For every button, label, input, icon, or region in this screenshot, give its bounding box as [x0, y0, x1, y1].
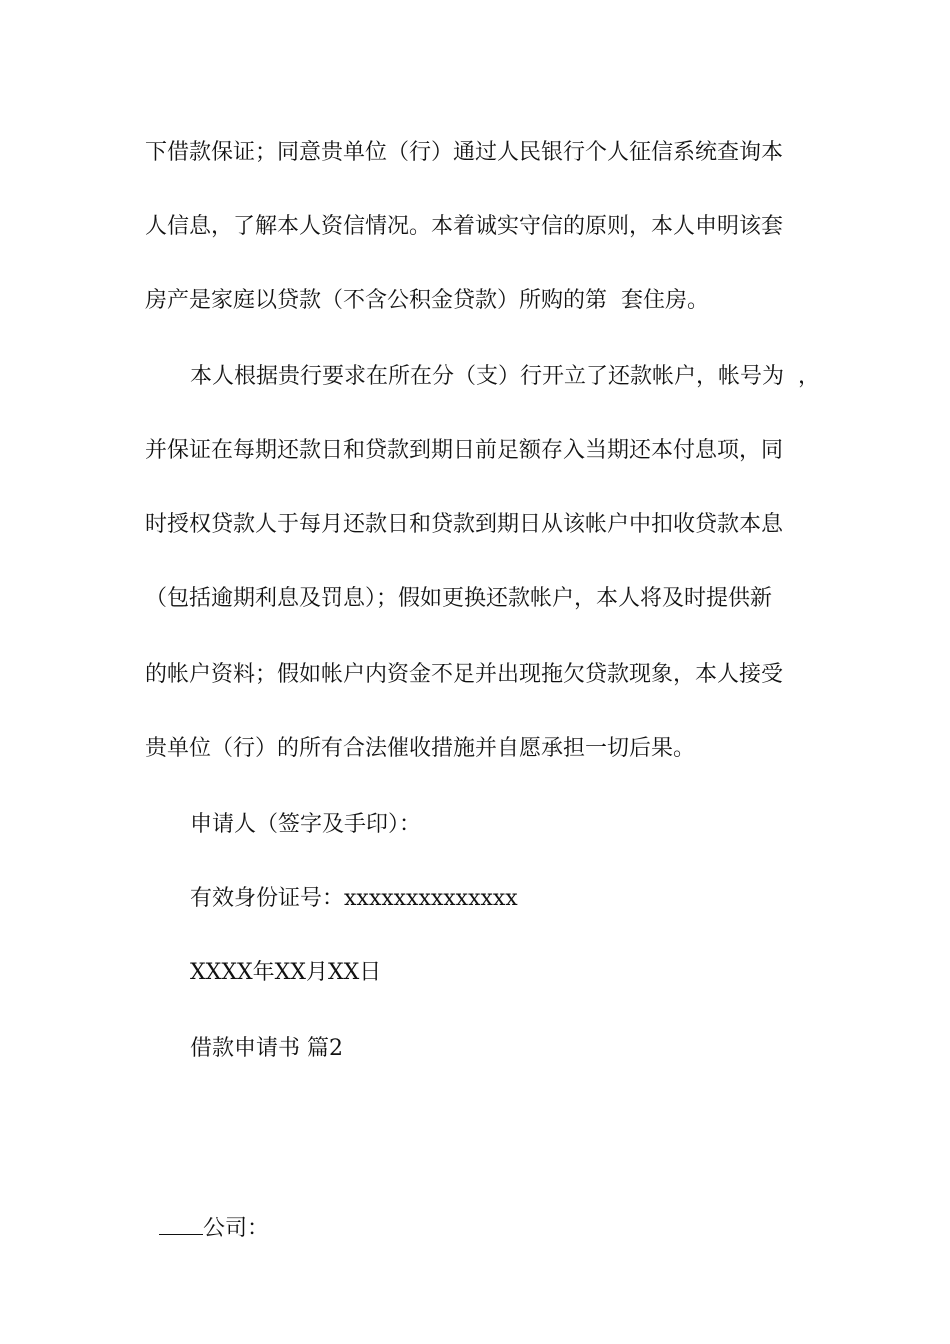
- applicant-signature-label: 申请人（签字及手印）：: [190, 812, 422, 837]
- paragraph-line: 并保证在每期还款日和贷款到期日前足额存入当期还本付息项，同: [145, 438, 784, 463]
- salutation: [145, 1182, 269, 1244]
- paragraph-line: （包括逾期利息及罚息）；假如更换还款帐户，本人将及时提供新: [145, 586, 773, 611]
- paragraph-line: 时授权贷款人于每月还款日和贷款到期日从该帐户中扣收贷款本息: [145, 512, 784, 537]
- company-name-blank: [159, 1212, 203, 1235]
- id-number-label: 有效身份证号：xxxxxxxxxxxxxx: [190, 886, 518, 911]
- paragraph-line: 本人根据贵行要求在所在分（支）行开立了还款帐户，帐号为 ，: [190, 364, 820, 389]
- salutation-suffix: 公司：: [203, 1216, 270, 1241]
- paragraph-line: 下借款保证；同意贵单位（行）通过人民银行个人征信系统查询本: [145, 140, 784, 165]
- paragraph-line: 人信息，了解本人资信情况。本着诚实守信的原则，本人申明该套: [145, 214, 784, 239]
- date-line: XXXX年XX月XX日: [190, 960, 382, 985]
- paragraph-line: 贵单位（行）的所有合法催收措施并自愿承担一切后果。: [145, 736, 696, 761]
- section-title: 借款申请书 篇2: [190, 1036, 343, 1061]
- paragraph-line: 的帐户资料；假如帐户内资金不足并出现拖欠贷款现象，本人接受: [145, 662, 784, 687]
- paragraph-line: 房产是家庭以贷款（不含公积金贷款）所购的第 套住房。: [145, 288, 709, 313]
